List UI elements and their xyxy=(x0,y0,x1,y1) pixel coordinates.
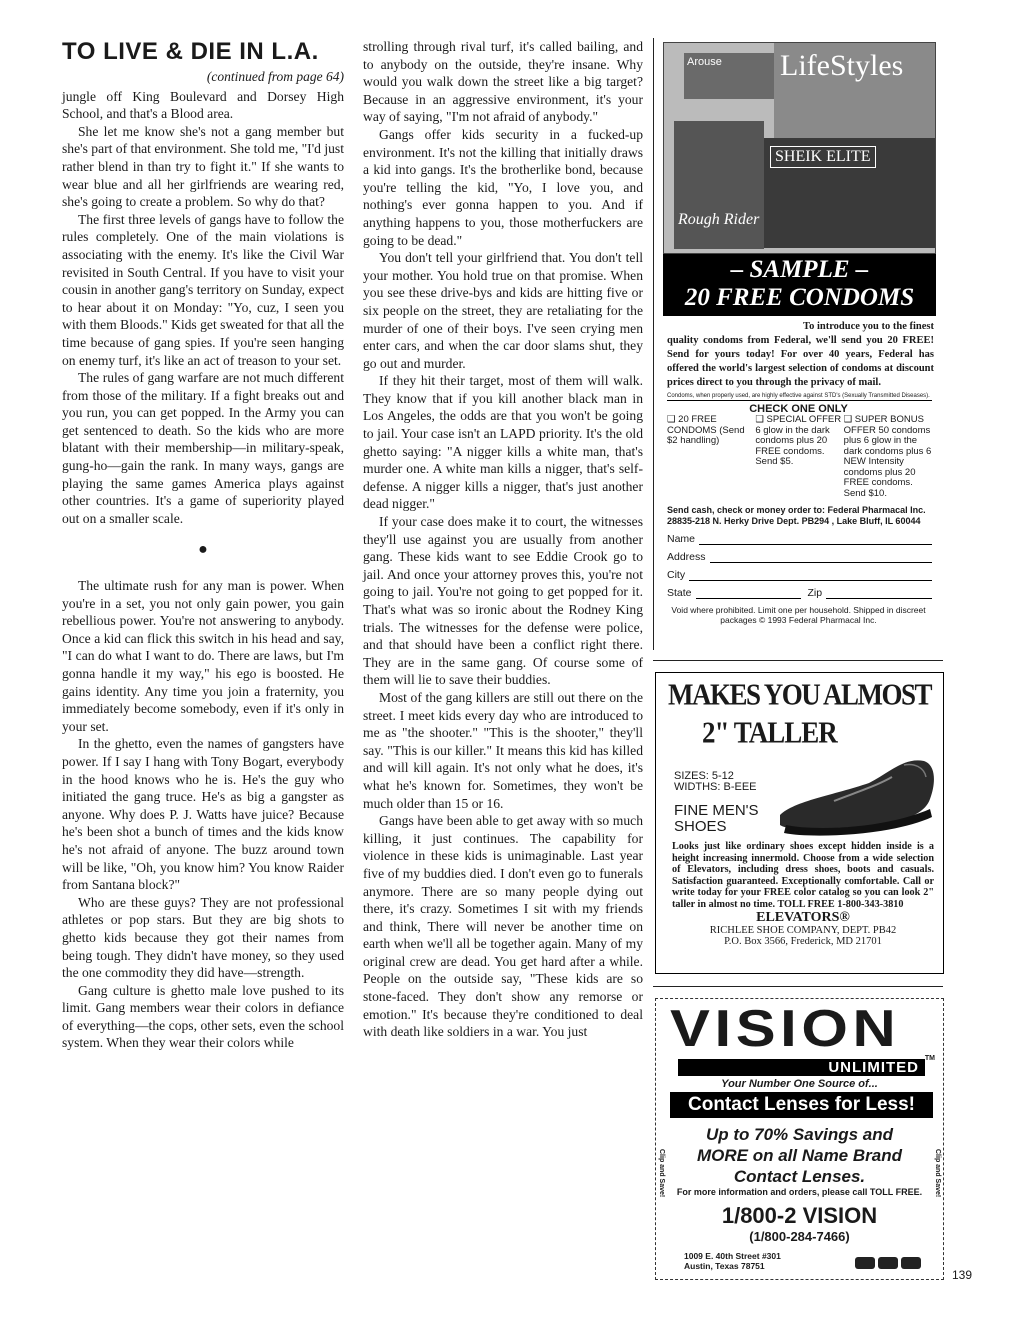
richlee-address: P.O. Box 3566, Frederick, MD 21701 xyxy=(724,936,882,947)
city-field: City xyxy=(667,569,932,581)
condom-fine-print: Condoms, when properly used, are highly effective against STD's (Sexually Transmitted Diseases). xyxy=(667,392,932,401)
product-collage-image xyxy=(663,42,936,254)
vision-tagline: Your Number One Source of... xyxy=(721,1078,878,1090)
continued-note: (continued from page 64) xyxy=(206,69,344,84)
paragraph: Gang culture is ghetto male love pushed to its limit. Gang members wear their colors in defiance of everything—the cops, other sets, even the school system. When they wear their colors while xyxy=(62,982,344,1051)
loafer-shoe-image xyxy=(774,743,940,843)
offer-option-3: ❑ SUPER BONUS OFFER 50 condoms plus 6 glow in the dark condoms plus 6 NEW Intensity condoms plus 20 FREE condoms. Send $10. xyxy=(843,414,932,499)
vision-more-info: For more information and orders, please call TOLL FREE. xyxy=(676,1187,923,1197)
article-column-2 xyxy=(363,38,643,1041)
credit-card-logos xyxy=(855,1257,921,1269)
paragraph: In the ghetto, even the names of gangsters have power. If I say I hang with Tony Bogart, everybody in the hood knows who he is. He's the guy who initiated the gang truce. He's as big a gangster as anyone. Why does P. J. Watts have juice? Because he's been shot a bunch of times and the kids know he's not afraid of anyone. The buzz around town will be like, "Oh, you know him? You know Raider from Santana block?" xyxy=(62,736,344,893)
offer-options xyxy=(667,415,932,499)
vision-logo: VISION xyxy=(670,1000,901,1058)
shoe-ad-body: Looks just like ordinary shoes except hidden inside is a height increasing innermold. Choose from a wide selection of Elevators, including dress shoes, boots and casuals. Satisfaction guaranteed. Exceptionally comfortable. Call or write today for your FREE color catalog so you can look 2" taller in almost no time. TOLL FREE 1-800-343-3810 ELEVATORS® RICHLEE SHOE COMPANY, DEPT. PB42 P.O. Box 3566, Frederick, MD 21701 xyxy=(672,841,934,947)
paragraph: She let me know she's not a gang member but she's part of that environment. She told me, "I'd just rather blend in than try to fight it." If she wants to wear blue and all her girlfriends are wearing red, she's going to create a problem. So why do that? xyxy=(62,123,344,210)
paragraph: The rules of gang warfare are not much different from those of the military. If a fight breaks out and you run, you can get popped. In the Army you can get sentenced to death. So the kids who are more blatant with their membership—in military-speak, gung-ho—gain the rank. In many ways, gangs are playing the same games America plays against other countries. It's a game of superiority played out on a smaller scale. xyxy=(62,370,344,526)
offer-option-1: ❑ 20 FREE CONDOMS (Send $2 handling) xyxy=(667,414,745,446)
article-title: TO LIVE & DIE IN L.A. xyxy=(62,38,319,65)
paragraph: Gangs have been able to get away with so much killing, it just continues. The capability for violence in these kids is unimaginable. Last year five of my buddies died. I don't even go to funerals anymore. There are so many people dying out there, it's crazy. Sometimes I sit with my friends and think, There will never be another time on earth when we'll all be together again. Many of my original crew are dead. You get hard after a while. People on the outside say, "These kids are so stone-faced. They don't show any remorse or emotion." It's because they're conditioned to deal with death like soldiers in a war. You just xyxy=(363,813,643,1040)
fine-mens-shoes: FINE MEN'S SHOES xyxy=(674,802,759,835)
shoe-sizes: SIZES: 5-12 WIDTHS: B-EEE xyxy=(674,770,757,793)
sheik-elite-box: SHEIK ELITE xyxy=(764,138,936,248)
shoe-headline-1: MAKES YOU ALMOST xyxy=(668,677,932,712)
vision-phone: 1/800-2 VISION xyxy=(721,1203,878,1228)
unlimited-bar: UNLIMITED xyxy=(678,1059,925,1076)
address-field: Address xyxy=(667,551,932,563)
state-zip-field: State Zip xyxy=(667,587,932,599)
trademark: TM xyxy=(924,1055,935,1062)
elevator-shoes-ad xyxy=(655,672,944,974)
card-icon xyxy=(901,1257,921,1269)
vision-offer: Up to 70% Savings and MORE on all Name Brand Contact Lenses. xyxy=(697,1125,902,1186)
paragraph: Most of the gang killers are still out there on the street. I meet kids every day who are introduced to me as "the shooter." "This is the shooter," they'll say. "This is our killer." It means this kid has killed and will kill again. It's not only what he does, it's what he's known for. Sometimes, they won't be much older than 15 or 16. xyxy=(363,689,643,811)
ad-divider xyxy=(653,986,943,987)
mastercard-icon xyxy=(855,1257,875,1269)
name-field: Name xyxy=(667,533,932,545)
paragraph: jungle off King Boulevard and Dorsey High School, and that's a Blood area. xyxy=(62,88,344,122)
rough-rider-box: Rough Rider xyxy=(674,121,764,249)
vision-phone-number: (1/800-284-7466) xyxy=(749,1229,850,1244)
article-column-1 xyxy=(62,38,344,1052)
elevators-brand: ELEVATORS® xyxy=(756,910,850,925)
ad-column-rule xyxy=(653,38,654,650)
sample-headline: – SAMPLE – 20 FREE CONDOMS xyxy=(663,254,936,316)
section-separator: ● xyxy=(198,541,208,559)
void-notice: Void where prohibited. Limit one per household. Shipped in discreet packages © 1993 Federal Pharmacal Inc. xyxy=(671,605,926,625)
page-number: 139 xyxy=(952,1268,973,1282)
paragraph: The ultimate rush for any man is power. When you're in a set, you not only gain power, you gain rebellious power. You're not answering to anybody. Once a kid can flick this switch in his head and say, "I can do what I want to do. There are laws, but I'm gonna handle it my way," his ego is boosted. He gains identity. Any time you join a fraternity, you immediately become somebody, even if it's only in your set. xyxy=(62,578,344,734)
arouse-box: Arouse xyxy=(684,53,780,99)
paragraph: Gangs offer kids security in a fucked-up environment. It's not the killing that initially draws a kid into gangs. It's the brotherlike bond, because you're telling the kid, "Yo, I love you, and nothing's ever gonna happen to you. And if anything happens to you, those motherfuckers are going to be dead." xyxy=(363,126,643,248)
paragraph: strolling through rival turf, it's called bailing, and to anybody on the outside, they're insane. Why would you walk down the street like a big target? Because in an aggressive environment, it's your way of saying, "I'm not afraid of anybody." xyxy=(363,39,643,125)
ad-divider xyxy=(653,660,943,661)
paragraph: Who are these guys? They are not professional athletes or pop stars. But they are big shots to ghetto kids because they got their names from being tough. They didn't have money, so they used the one commodity they did have—strength. xyxy=(62,894,344,981)
condom-ad-intro: To introduce you to the finest quality condoms from Federal, we'll send you 20 FREE! Send for yours today! For over 40 years, Federal has offered the world's largest selection of condoms at discount prices direct to you through the privacy of mail. xyxy=(667,321,934,388)
paragraph: If they hit their target, most of them will walk. They know that if you kill another black man in Los Angeles, the odds are that you won't be going to jail. Your case isn't an LAPD priority. It's the old ghetto saying: "A nigger kills a white man, that's murder one. A white man kills a nigger, that's self-defense. A nigger kills a nigger, that's just another dead nigger." xyxy=(363,373,643,512)
shoe-headline-2: 2" TALLER xyxy=(702,715,837,750)
send-address: Send cash, check or money order to: Federal Pharmacal Inc. 28835-218 N. Herky Drive Dept. PB294 , Lake Bluff, IL 60044 xyxy=(667,505,926,526)
paragraph: The first three levels of gangs have to follow the rules completely. One of the main violations is associating with the enemy. It's like the Civil War revisited in South Central. If you have to visit your cousin in another gang's territory on Sunday, expect to hear about it on Monday: "Yo, cuz, I seen you with them Bloods." Kids get sweated for that all the time because of gang spies. If you're seen hanging on enemy turf, it's like an act of treason to your set. xyxy=(62,211,344,368)
contact-lenses-banner: Contact Lenses for Less! xyxy=(670,1092,933,1118)
richlee-company: RICHLEE SHOE COMPANY, DEPT. PB42 xyxy=(709,925,897,936)
clip-and-save-right: Clip and Save! xyxy=(934,1149,941,1198)
lifestyles-box: LifeStyles xyxy=(774,43,936,145)
vision-unlimited-ad xyxy=(655,998,944,1280)
clip-and-save-left: Clip and Save! xyxy=(658,1149,665,1198)
check-one-heading: CHECK ONE ONLY xyxy=(749,403,848,415)
offer-option-2: ❑ SPECIAL OFFER 6 glow in the dark condoms plus 20 FREE condoms. Send $5. xyxy=(755,414,842,467)
vision-address: 1009 E. 40th Street #301 Austin, Texas 78751 xyxy=(684,1251,781,1271)
discover-icon xyxy=(878,1257,898,1269)
paragraph: If your case does make it to court, the witnesses they'll use against you are usually from another gang. These kids want to see Eddie Crook go to jail. And once your attorney proves this, you're not going to jail. You're not going to get popped for it. That's what was so ironic about the Rodney King trials. The witnesses for the defense were police, and that should have been a conflict right there. They are in the same gang. Of course some of them will lie to save their buddies. xyxy=(363,514,643,688)
paragraph: You don't tell your girlfriend that. You don't tell your mother. You hold true on that promise. When you see these drive-bys and kids are hitting five or six people on the street, they are retaliating for the murder of one of their boys. I've seen crying men enter cars, and when the car door slams shut, they go out and murder. xyxy=(363,250,643,371)
condom-ad xyxy=(655,42,942,648)
